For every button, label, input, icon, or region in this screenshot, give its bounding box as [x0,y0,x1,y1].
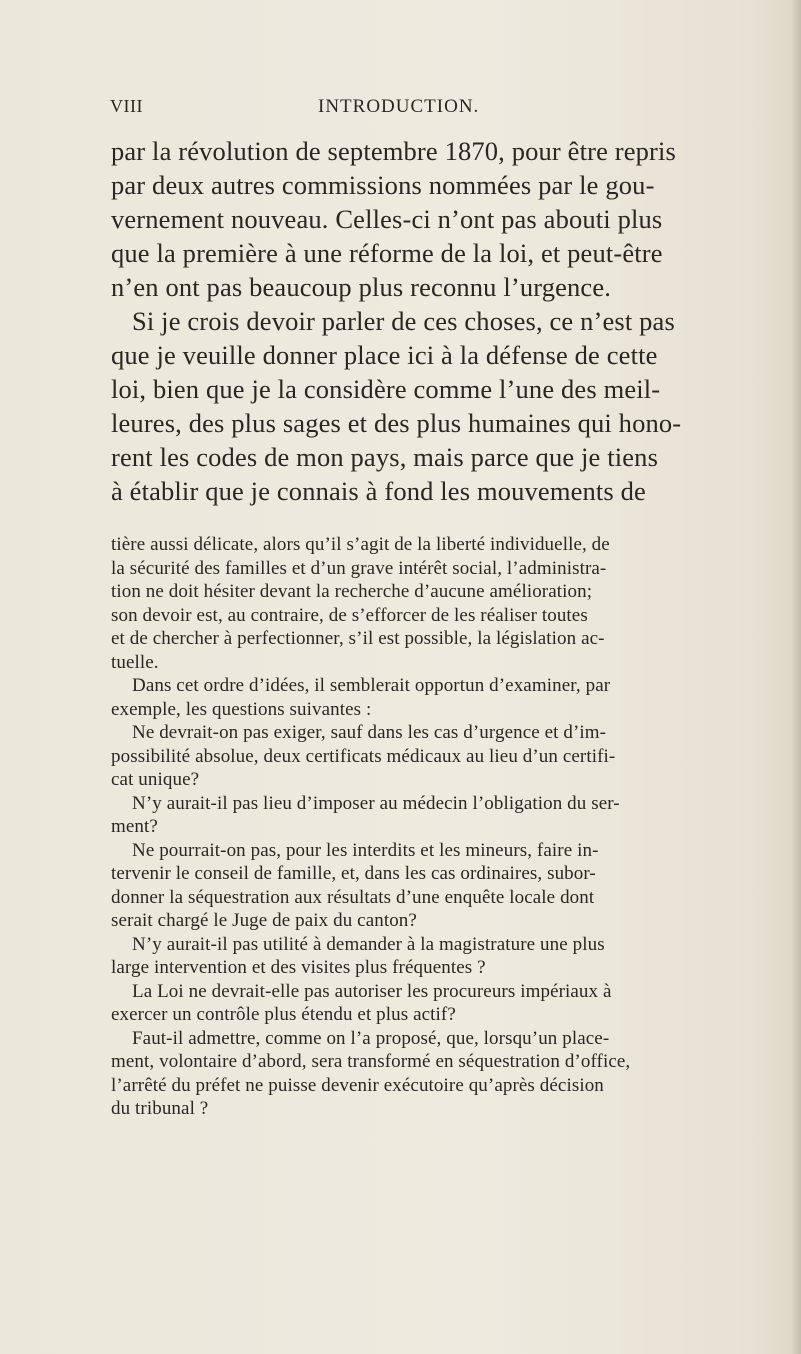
note-line: l’arrêté du préfet ne puisse devenir exécutoire qu’après décision [111,1074,604,1096]
note-line: cat unique? [111,769,200,790]
note-line: exercer un contrôle plus étendu et plus actif? [111,1004,456,1025]
note-line: tervenir le conseil de famille, et, dans les cas ordinaires, subor- [111,863,596,884]
note-line: ment, volontaire d’abord, sera transformé en séquestration d’office, [111,1051,631,1072]
footnote-text [111,533,731,1121]
body-line: par deux autres commissions nommées par le gou- [111,170,655,200]
note-line: Ne devrait-on pas exiger, sauf dans les cas d’urgence et d’im- [132,722,607,743]
note-line: exemple, les questions suivantes : [111,698,372,720]
note-line: possibilité absolue, deux certificats médicaux au lieu d’un certifi- [111,745,616,767]
note-line: N’y aurait-il pas utilité à demander à la magistrature une plus [132,933,605,955]
note-line: La Loi ne devrait-elle pas autoriser les procureurs impériaux à [132,980,612,1002]
note-line: tuelle. [111,651,159,673]
page-edge-shadow [791,0,801,1354]
note-line: Ne pourrait-on pas, pour les interdits et les mineurs, faire in- [132,839,599,861]
page-number: VIII [110,96,143,116]
body-line: vernement nouveau. Celles-ci n’ont pas abouti plus [111,204,663,234]
running-head [110,96,720,126]
note-line: du tribunal ? [111,1098,209,1119]
body-line: par la révolution de septembre 1870, pour être repris [111,136,676,166]
note-line: ment? [111,816,158,837]
note-line: Dans cet ordre d’idées, il semblerait opportun d’examiner, par [132,675,611,696]
body-line: que la première à une réforme de la loi, et peut-être [111,238,663,268]
note-line: serait chargé le Juge de paix du canton? [111,910,417,931]
note-line: tion ne doit hésiter devant la recherche d’aucune amélioration; [111,581,593,602]
note-line: tière aussi délicate, alors qu’il s’agit de la liberté individuelle, de [111,534,610,555]
body-line: rent les codes de mon pays, mais parce que je tiens [111,442,659,472]
note-line: la sécurité des familles et d’un grave intérêt social, l’administra- [111,557,607,579]
main-text [111,134,731,508]
section-title: INTRODUCTION. [318,96,480,117]
body-line: à établir que je connais à fond les mouvements de [111,476,646,506]
body-line: leures, des plus sages et des plus humaines qui hono- [111,408,682,438]
note-line: N’y aurait-il pas lieu d’imposer au médecin l’obligation du ser- [132,792,620,814]
note-line: large intervention et des visites plus fréquentes ? [111,957,486,978]
body-line: que je veuille donner place ici à la défense de cette [111,340,658,370]
note-line: et de chercher à perfectionner, s’il est possible, la législation ac- [111,628,605,649]
note-line: son devoir est, au contraire, de s’efforcer de les réaliser toutes [111,604,588,626]
body-line: n’en ont pas beaucoup plus reconnu l’urgence. [111,272,612,302]
note-line: Faut-il admettre, comme on l’a proposé, que, lorsqu’un place- [132,1027,610,1049]
note-line: donner la séquestration aux résultats d’une enquête locale dont [111,886,595,908]
body-line: Si je crois devoir parler de ces choses, ce n’est pas [132,306,675,336]
body-line: loi, bien que je la considère comme l’une des meil- [111,374,661,404]
